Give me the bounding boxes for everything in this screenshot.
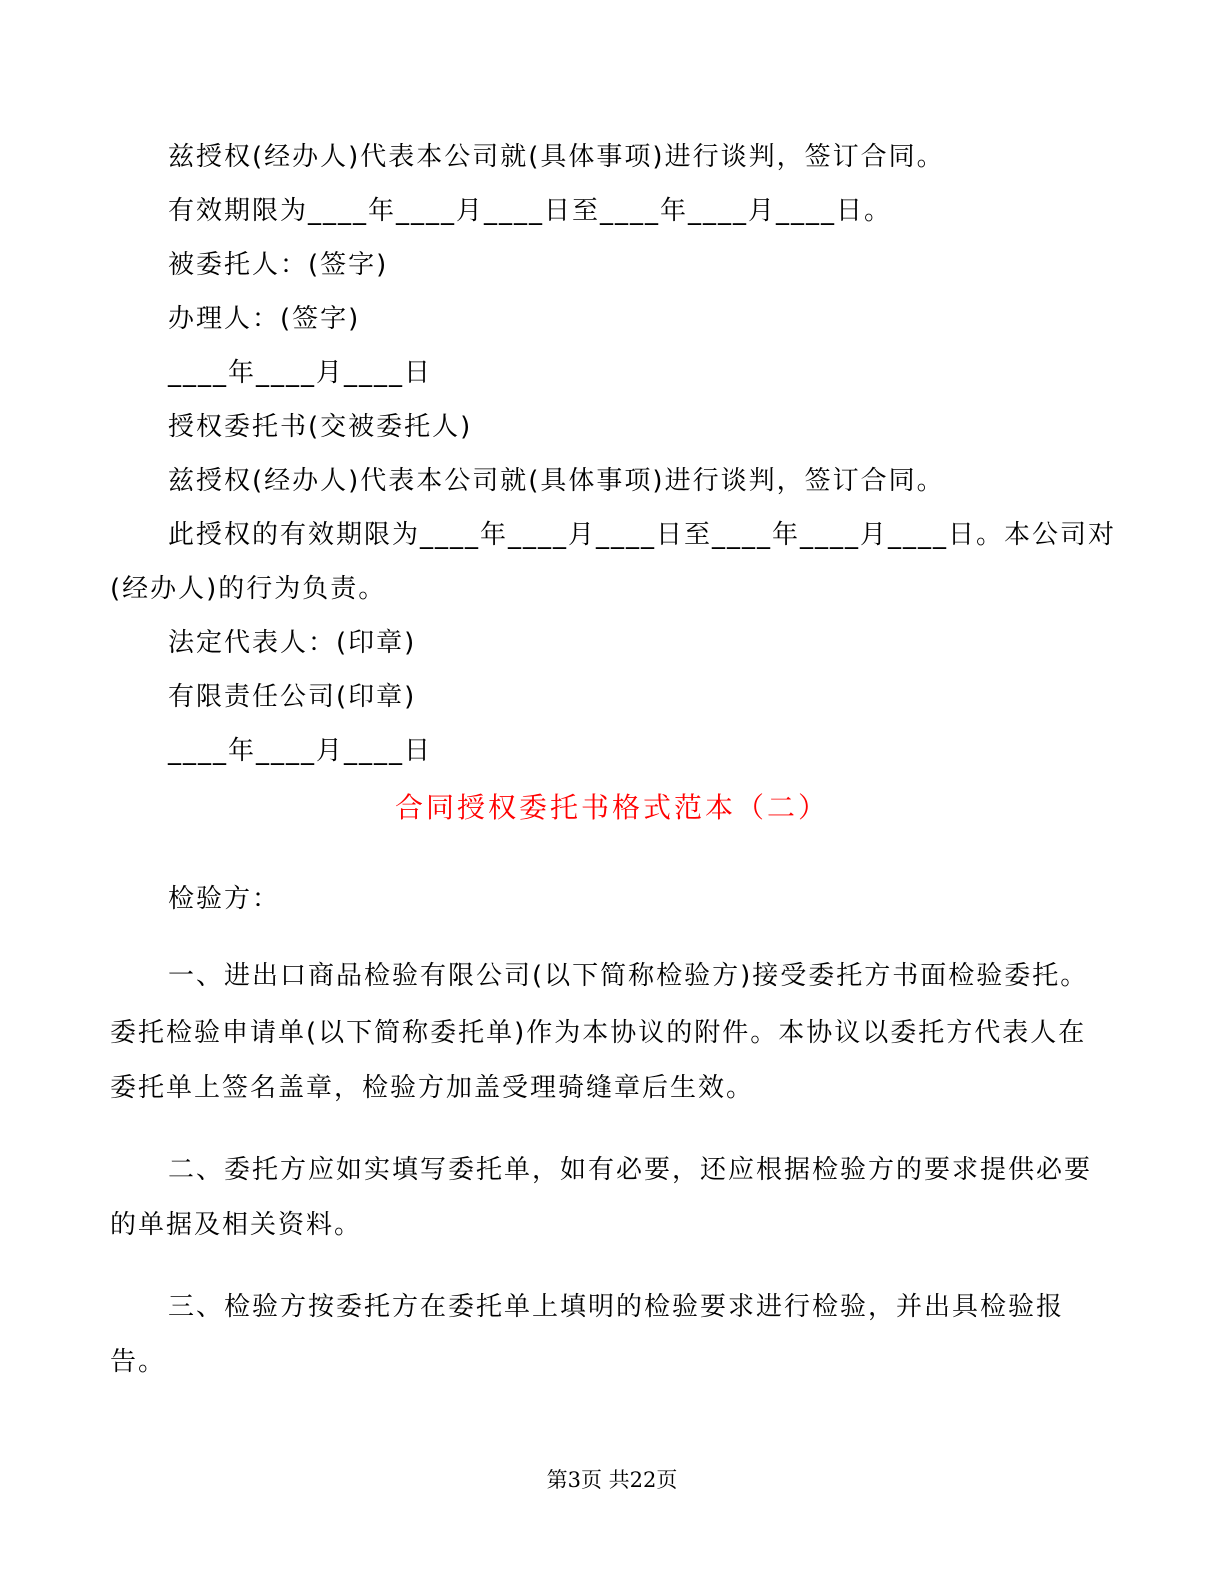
authorization-text-line: 兹授权(经办人)代表本公司就(具体事项)进行谈判，签订合同。 — [168, 466, 945, 496]
authorization-text-line: 兹授权(经办人)代表本公司就(具体事项)进行谈判，签订合同。 — [168, 142, 945, 172]
responsibility-line: (经办人)的行为负责。 — [110, 574, 387, 604]
clause-one-line: 一、进出口商品检验有限公司(以下简称检验方)接受委托方书面检验委托。 — [168, 961, 1089, 991]
page-number: 第3页 共22页 — [546, 1468, 678, 1492]
date-line: ____年____月____日 — [168, 358, 433, 388]
clause-two-line: 二、委托方应如实填写委托单，如有必要，还应根据检验方的要求提供必要 — [168, 1155, 1093, 1185]
trustee-signature-line: 被委托人：(签字) — [168, 250, 389, 280]
legal-representative-seal-line: 法定代表人：(印章) — [168, 628, 417, 658]
validity-period-line: 有效期限为____年____月____日至____年____月____日。 — [168, 196, 893, 226]
clause-three-line: 三、检验方按委托方在委托单上填明的检验要求进行检验，并出具检验报 — [168, 1292, 1065, 1322]
section-heading: 合同授权委托书格式范本（二） — [394, 791, 829, 824]
validity-period-line: 此授权的有效期限为____年____月____日至____年____月____日。本公司对 — [168, 520, 1117, 550]
handler-signature-line: 办理人：(签字) — [168, 304, 361, 334]
inspector-label: 检验方： — [168, 884, 281, 914]
company-seal-line: 有限责任公司(印章) — [168, 682, 417, 712]
clause-one-line: 委托单上签名盖章，检验方加盖受理骑缝章后生效。 — [110, 1073, 755, 1103]
clause-three-line: 告。 — [110, 1347, 167, 1377]
clause-two-line: 的单据及相关资料。 — [110, 1210, 363, 1240]
power-of-attorney-title: 授权委托书(交被委托人) — [168, 412, 473, 442]
date-line: ____年____月____日 — [168, 736, 433, 766]
clause-one-line: 委托检验申请单(以下简称委托单)作为本协议的附件。本协议以委托方代表人在 — [110, 1018, 1087, 1048]
